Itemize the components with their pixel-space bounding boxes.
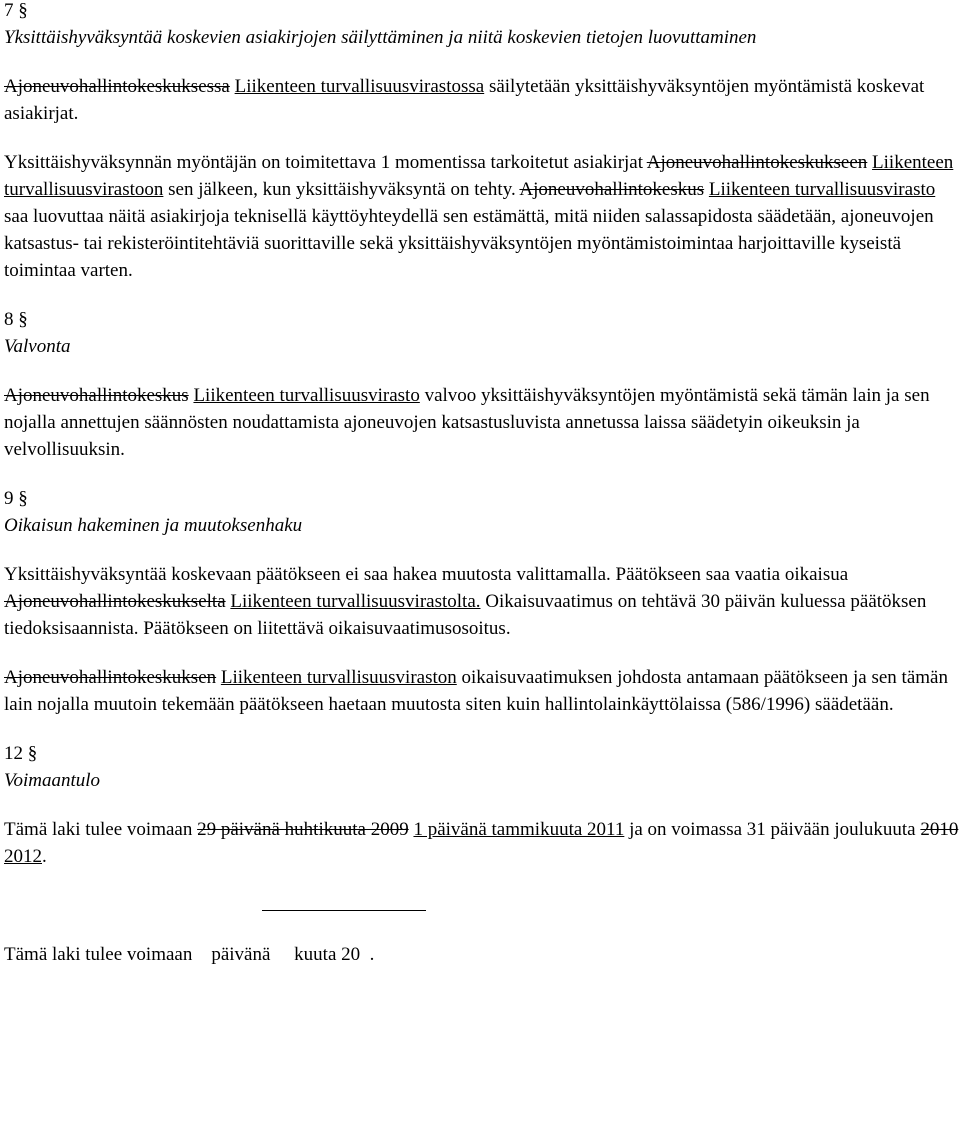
footer-entry-into-force: Tämä laki tulee voimaan päivänä kuuta 20 . [4,944,375,965]
inserted-text: Liikenteen turvallisuusviraston [220,667,457,688]
deleted-text: Ajoneuvohallintokeskukseen [646,152,868,173]
inserted-text: 1 päivänä tammikuuta 2011 [413,819,625,840]
deleted-text: Ajoneuvohallintokeskuksen [4,667,217,688]
deleted-text: Ajoneuvohallintokeskus [519,179,705,200]
deleted-text: 2010 [920,819,959,840]
section-sign: § [18,0,28,21]
inserted-text: Liikenteen turvallisuusvirastolta. [230,591,481,612]
section-9-heading [4,485,960,512]
section-8-title: Valvonta [4,336,71,357]
section-9-paragraph-1: Yksittäishyväksyntää koskevaan päätökseen ei saa hakea muutosta valittamalla. Päätökseen saa vaatia oikaisua Ajoneuvohallintokeskukselta Liikenteen turvallisuusvirastolta. Oikaisuvaatimus on tehtävä 30 päivän kuluessa päätöksen tiedoksisaannista. Päätökseen on liitettävä oikaisuvaatimusosoitus. [4,564,927,639]
section-7-heading [4,0,960,24]
deleted-text: 29 päivänä huhtikuuta 2009 [197,819,409,840]
section-sign: § [27,743,38,764]
section-7-title: Yksittäishyväksyntää koskevien asiakirjojen säilyttäminen ja niitä koskevien tietojen luovuttaminen [4,27,757,48]
section-9-title: Oikaisun hakeminen ja muutoksenhaku [4,515,303,536]
inserted-text: Liikenteen turvallisuusvirastossa [234,76,485,97]
section-12-title: Voimaantulo [4,770,101,791]
deleted-text: Ajoneuvohallintokeskukselta [4,591,226,612]
section-sign: § [18,309,28,330]
section-12-paragraph-1: Tämä laki tulee voimaan 29 päivänä huhtikuuta 2009 1 päivänä tammikuuta 2011 ja on voimassa 31 päivään joulukuuta 2010 2012. [4,819,959,867]
inserted-text: Liikenteen turvallisuusvirasto [193,385,420,406]
section-number: 12 [4,743,23,764]
section-sign: § [18,488,28,509]
section-number: 9 [4,488,14,509]
inserted-text: Liikenteen turvallisuusvirastoon [4,152,954,200]
section-12-heading [4,740,960,767]
section-7-paragraph-2: Yksittäishyväksynnän myöntäjän on toimitettava 1 momentissa tarkoitetut asiakirjat Ajoneuvohallintokeskukseen Liikenteen turvallisuusvirastoon sen jälkeen, kun yksittäishyväksyntä on tehty. Ajoneuvohallintokeskus Liikenteen turvallisuusvirasto saa luovuttaa näitä asiakirjoja teknisellä käyttöyhteydellä sen estämättä, mitä niiden salassapidosta säädetään, ajoneuvojen katsastus- tai rekisteröintitehtäviä suorittaville sekä yksittäishyväksyntöjen myöntämistoimintaa harjoittaville kyseistä toimintaa varten. [4,152,954,281]
deleted-text: Ajoneuvohallintokeskus [4,385,189,406]
document-page [4,0,960,968]
section-8-heading [4,306,960,333]
deleted-text: Ajoneuvohallintokeskuksessa [4,76,230,97]
section-number: 7 [4,0,14,21]
section-number: 8 [4,309,14,330]
section-9-paragraph-2: Ajoneuvohallintokeskuksen Liikenteen turvallisuusviraston oikaisuvaatimuksen johdosta antamaan päätökseen ja sen tämän lain nojalla muutoin tekemään päätökseen haetaan muutosta siten kuin hallintolainkäyttölaissa (586/1996) säädetään. [4,667,948,715]
section-8-paragraph-1: Ajoneuvohallintokeskus Liikenteen turvallisuusvirasto valvoo yksittäishyväksyntöjen myöntämistä sekä tämän lain ja sen nojalla annettujen säännösten noudattamista ajoneuvojen katsastusluvista annetussa laissa säädetyin oikeuksin ja velvollisuuksin. [4,385,930,460]
inserted-text: Liikenteen turvallisuusvirasto [708,179,936,200]
section-7-paragraph-1: Ajoneuvohallintokeskuksessa Liikenteen turvallisuusvirastossa säilytetään yksittäishyväksyntöjen myöntämistä koskevat asiakirjat. [4,76,925,124]
inserted-text: 2012 [4,846,42,867]
